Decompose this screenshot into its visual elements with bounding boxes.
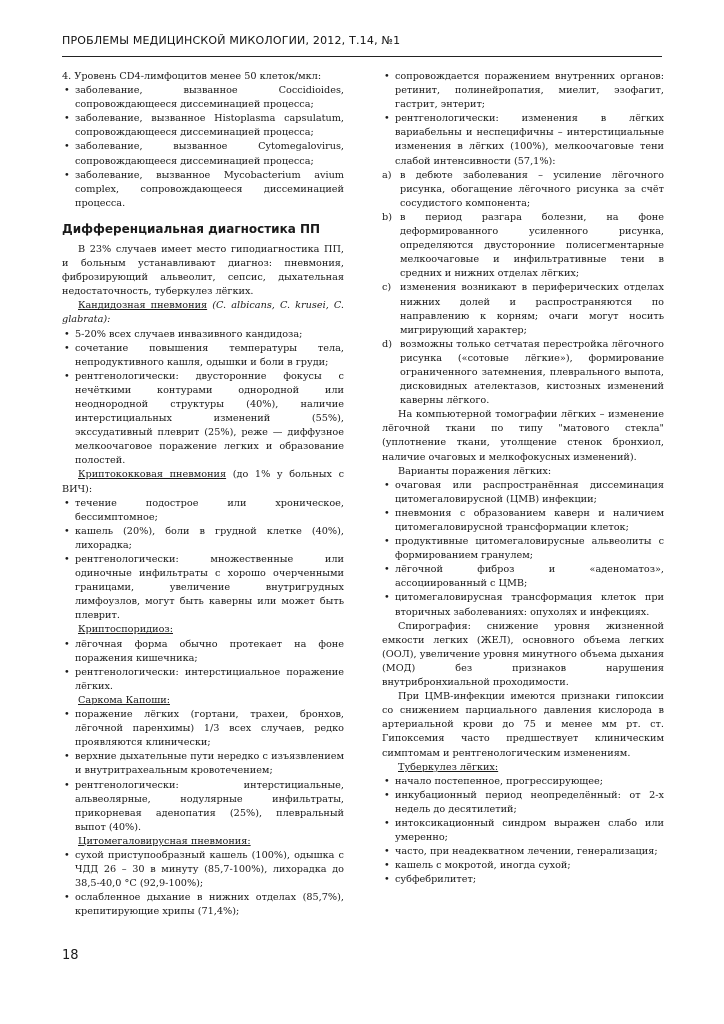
spirography-paragraph: Спирография: снижение уровня жизненной емкости легких (ЖЕЛ), основного объема легких (ООЛ), увеличение уровня минутного объема дыхания (МОД) без признаков нарушения внутрибронхиальной проходимости.	[382, 620, 664, 689]
variants-heading: Варианты поражения лёгких:	[398, 465, 552, 477]
crypto-pneumonia-heading	[62, 468, 344, 496]
crypto-pneumonia-note: (до 1% у больных с ВИЧ):	[62, 469, 344, 495]
candida-title: Кандидозная пневмония	[78, 300, 208, 312]
list-item: • течение подострое или хроническое, бессимптомное;	[62, 497, 344, 525]
ct-paragraph: На компьютерной томографии лёгких – изменение лёгочной ткани по типу "матового стекла" (уплотнение ткани, утолщение стенок бронхиол, наличие очаговых и мелкофокусных изменений).	[382, 409, 664, 463]
list-item: • цитомегаловирусная трансформация клеток при вторичных заболеваниях: опухолях и инфекциях.	[382, 591, 664, 619]
list-item: • заболевание, вызванное Histoplasma capsulatum, сопровождающееся диссеминацией процесса;	[62, 112, 344, 140]
list-item: • кашель (20%), боли в грудной клетке (40%), лихорадка;	[62, 525, 344, 553]
stage-item	[382, 281, 664, 337]
stage-text: изменения возникают в периферических отделах нижних долей и распространяются по направлению к корням; очаги могут носить мигрирующий характер;	[400, 282, 664, 336]
stage-text: в дебюте заболевания – усиление лёгочного рисунка, обогащение лёгочного рисунка за счёт сосудистого компонента;	[400, 169, 664, 209]
list-item: • рентгенологически: интерстициальные, альвеолярные, нодулярные инфильтраты, прикорневая аденопатия (25%), плевральный выпот (40%).	[62, 779, 344, 835]
kaposi-title: Саркома Капоши:	[78, 694, 170, 706]
cd4-heading: 4. Уровень CD4-лимфоцитов менее 50 клеток/мкл:	[62, 71, 322, 82]
stage-marker: a)	[382, 169, 392, 181]
candida-species: (C. albicans, C. krusei, C. glabrata):	[62, 300, 344, 326]
intro-paragraph: В 23% случаев имеет место гиподиагностика ПП, и больным устанавливают диагноз: пневмония, фиброзирующий альвеолит, сепсис, дыхательная недостаточность, туберкулез лёгких.	[62, 243, 344, 298]
stage-text: в период разгара болезни, на фоне деформированного усиленного рисунка, определяются двусторонние полисегментарные мелкоочаговые и инфильтративные тени в средних и нижних отделах лёгких;	[400, 211, 664, 280]
candida-heading	[62, 299, 344, 327]
list-item: • сочетание повышения температуры тела, непродуктивного кашля, одышки и боли в груди;	[62, 342, 344, 370]
candida-list	[62, 328, 344, 469]
list-item: • начало постепенное, прогрессирующее;	[382, 775, 664, 789]
cmv-title: Цитомегаловирусная пневмония:	[78, 835, 251, 847]
stage-marker: c)	[382, 282, 392, 294]
list-item: • сухой приступообразный кашель (100%), одышка с ЧДД 26 – 30 в минуту (85,7-100%), лихорадка до 38,5-40,0 °С (92,9-100%);	[62, 849, 344, 891]
list-item: • кашель с мокротой, иногда сухой;	[382, 859, 664, 873]
tb-list	[382, 775, 664, 888]
list-item: • часто, при неадекватном лечении, генерализация;	[382, 845, 664, 859]
stage-item	[382, 338, 664, 408]
list-item: • лёгочная форма обычно протекает на фоне поражения кишечника;	[62, 638, 344, 666]
stage-marker: d)	[382, 338, 392, 350]
stage-marker: b)	[382, 211, 392, 223]
list-item: • сопровождается поражением внутренних органов: ретинит, полинейропатия, миелит, эзофагит, гастрит, энтерит;	[382, 70, 664, 112]
page-number: 18	[62, 948, 79, 963]
header-rule	[62, 56, 662, 57]
crypto-pneumonia-list	[62, 497, 344, 624]
list-item: • рентгенологически: изменения в лёгких вариабельны и неспецифичны – интерстициальные изменения в лёгких (100%), мелкоочаговые тени слабой интенсивности (57,1%):	[382, 112, 664, 168]
tb-title: Туберкулез лёгких:	[398, 761, 499, 773]
list-item: • рентгенологически: двусторонние фокусы с нечёткими контурами однородной или неоднородной структуры (40%), наличие интерстициальных изменений (55%), экссудативный плеврит (25%), реже — диффузное мелкоочаговое поражение легких и образование полостей.	[62, 370, 344, 469]
cmv-continued-list	[382, 70, 664, 169]
list-item: • очаговая или распространённая диссеминация цитомегаловирусной (ЦМВ) инфекции;	[382, 479, 664, 507]
list-item: • субфебрилитет;	[382, 873, 664, 887]
list-item: • пневмония с образованием каверн и наличием цитомегаловирусной трансформации клеток;	[382, 507, 664, 535]
left-column	[62, 70, 344, 919]
list-item: • заболевание, вызванное Mycobacterium avium complex, сопровождающееся диссеминацией процесса.	[62, 169, 344, 211]
stage-text: возможны только сетчатая перестройка лёгочного рисунка («сотовые лёгкие»), формирование ограниченного затемнения, плеврального выпота, дисковидных ателектазов, кистозных изменений каверны лёгкого.	[400, 338, 664, 407]
list-item: • рентгенологически: интерстициальное поражение лёгких.	[62, 666, 344, 694]
cryptosporidiosis-list	[62, 638, 344, 694]
kaposi-list	[62, 708, 344, 835]
list-item: • заболевание, вызванное Coccidioides, сопровождающееся диссеминацией процесса;	[62, 84, 344, 112]
cryptosporidiosis-title: Криптоспоридиоз:	[78, 624, 173, 636]
list-item: • рентгенологически: множественные или одиночные инфильтраты с хорошо очерченными границами, увеличение внутригрудных лимфоузлов, могут быть каверны или может быть плеврит.	[62, 553, 344, 623]
section-title: Дифференциальная диагностика ПП	[62, 221, 321, 236]
list-item: • интоксикационный синдром выражен слабо или умеренно;	[382, 817, 664, 845]
list-item: • лёгочной фиброз и «аденоматоз», ассоциированный с ЦМВ;	[382, 563, 664, 591]
cmv-list	[62, 849, 344, 919]
list-item: • верхние дыхательные пути нередко с изъязвлением и внутритрахеальным кровотечением;	[62, 750, 344, 778]
list-item: • заболевание, вызванное Cytomegalovirus, сопровождающееся диссеминацией процесса;	[62, 140, 344, 168]
cmv-hypoxia-paragraph: При ЦМВ-инфекции имеются признаки гипоксии со снижением парциального давления кислорода в артериальной крови до 75 и менее мм рт. ст. Гипоксемия часто предшествует клиническим симптомам и рентгенологическим изменениям.	[382, 691, 664, 759]
right-column	[382, 70, 664, 887]
crypto-pneumonia-title: Криптококковая пневмония	[78, 469, 227, 481]
stage-item	[382, 169, 664, 211]
radiology-stages-list	[382, 169, 664, 409]
list-item: • ослабленное дыхание в нижних отделах (85,7%), крепитирующие хрипы (71,4%);	[62, 891, 344, 919]
list-item: • поражение лёгких (гортани, трахеи, бронхов, лёгочной паренхимы) 1/3 всех случаев, редко проявляются клинически;	[62, 708, 344, 750]
list-item: • продуктивные цитомегаловирусные альвеолиты с формированием гранулем;	[382, 535, 664, 563]
list-item: • 5-20% всех случаев инвазивного кандидоза;	[62, 328, 344, 342]
running-title: ПРОБЛЕМЫ МЕДИЦИНСКОЙ МИКОЛОГИИ, 2012, Т.14, №1	[62, 34, 401, 47]
cd4-list	[62, 84, 344, 211]
stage-item	[382, 211, 664, 281]
variants-list	[382, 479, 664, 620]
list-item: • инкубационный период неопределённый: от 2-х недель до десятилетий;	[382, 789, 664, 817]
